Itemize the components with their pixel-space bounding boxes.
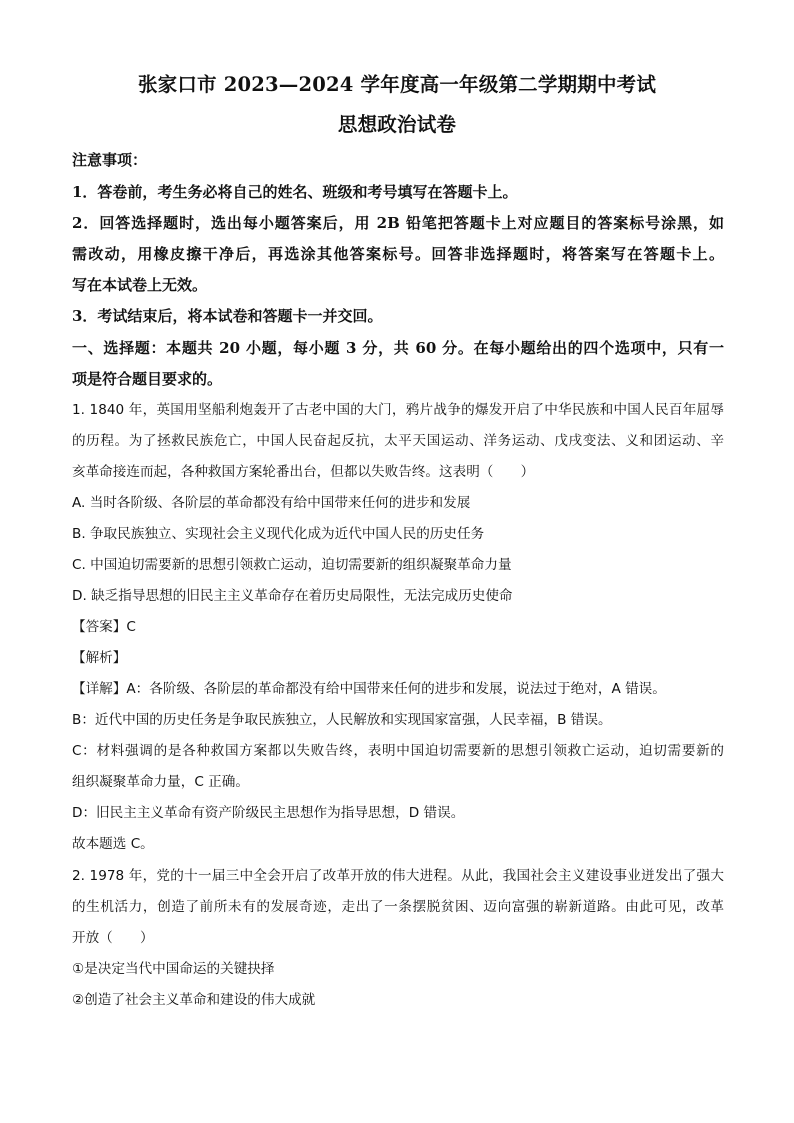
question-1-option-b: B. 争取民族独立、实现社会主义现代化成为近代中国人民的历史任务	[72, 526, 485, 542]
question-2-stem-line-3: 开放（ ）	[72, 930, 154, 946]
notice-item-2-line-2: 需改动，用橡皮擦干净后，再选涂其他答案标号。回答非选择题时，将答案写在答题卡上。	[72, 245, 724, 263]
question-1-option-c: C. 中国迫切需要新的思想引领救亡运动，迫切需要新的组织凝聚革命力量	[72, 557, 512, 573]
notice-item-3: 3．考试结束后，将本试卷和答题卡一并交回。	[72, 307, 383, 325]
section-heading-line-1: 一、选择题：本题共 20 小题，每小题 3 分，共 60 分。在每小题给出的四个选项中，只有一	[72, 339, 724, 357]
question-1-option-d: D. 缺乏指导思想的旧民主主义革命存在着历史局限性，无法完成历史使命	[72, 588, 513, 604]
detail-line-d: D：旧民主主义革命有资产阶级民主思想作为指导思想，D 错误。	[72, 805, 465, 821]
analysis-tag: 【解析】	[72, 650, 127, 666]
answer-line	[72, 617, 724, 637]
question-1-stem-line-2: 的历程。为了拯救民族危亡，中国人民奋起反抗，太平天国运动、洋务运动、戊戌变法、义和团运动、辛	[72, 433, 724, 449]
question-1-stem-line-1: 1. 1840 年，英国用坚船利炮轰开了古老中国的大门，鸦片战争的爆发开启了中华民族和中国人民百年屈辱	[72, 402, 724, 418]
answer-value: C	[126, 619, 136, 635]
question-1-option-a: A. 当时各阶级、各阶层的革命都没有给中国带来任何的进步和发展	[72, 495, 471, 511]
detail-tag: 【详解】	[72, 681, 127, 697]
document-title: 张家口市 2023—2024 学年度高一年级第二学期期中考试	[137, 73, 657, 96]
detail-line-a	[72, 679, 724, 699]
question-2-stem-line-2: 的生机活力，创造了前所未有的发展奇迹，走出了一条摆脱贫困、迈向富强的崭新道路。由此可见，改革	[72, 899, 724, 915]
notice-item-2-line-1: 2．回答选择题时，选出每小题答案后，用 2B 铅笔把答题卡上对应题目的答案标号涂黑，如	[72, 214, 724, 232]
section-heading-line-2: 项是符合题目要求的。	[72, 370, 223, 388]
conclusion-line: 故本题选 C。	[72, 836, 154, 852]
notice-item-2-line-3: 写在本试卷上无效。	[72, 276, 208, 294]
detail-line-c-2: 组织凝聚革命力量，C 正确。	[72, 774, 249, 790]
detail-line-c-1: C：材料强调的是各种救国方案都以失败告终，表明中国迫切需要新的思想引领救亡运动，迫切需要新的	[72, 743, 724, 759]
detail-line-b: B：近代中国的历史任务是争取民族独立，人民解放和实现国家富强，人民幸福，B 错误。	[72, 712, 612, 728]
document-subtitle: 思想政治试卷	[337, 113, 457, 136]
question-2-item-1: ①是决定当代中国命运的关键抉择	[72, 961, 275, 977]
question-2-stem-line-1: 2. 1978 年，党的十一届三中全会开启了改革开放的伟大进程。从此，我国社会主义建设事业迸发出了强大	[72, 868, 724, 884]
notice-heading: 注意事项：	[72, 151, 148, 169]
question-1-stem-line-3: 亥革命接连而起，各种救国方案轮番出台，但都以失败告终。这表明（ ）	[72, 464, 535, 480]
detail-a-text: A：各阶级、各阶层的革命都没有给中国带来任何的进步和发展，说法过于绝对，A 错误。	[126, 681, 666, 697]
answer-tag: 【答案】	[72, 619, 127, 635]
notice-item-1: 1．答卷前，考生务必将自己的姓名、班级和考号填写在答题卡上。	[72, 183, 518, 201]
question-2-item-2: ②创造了社会主义革命和建设的伟大成就	[72, 992, 316, 1008]
